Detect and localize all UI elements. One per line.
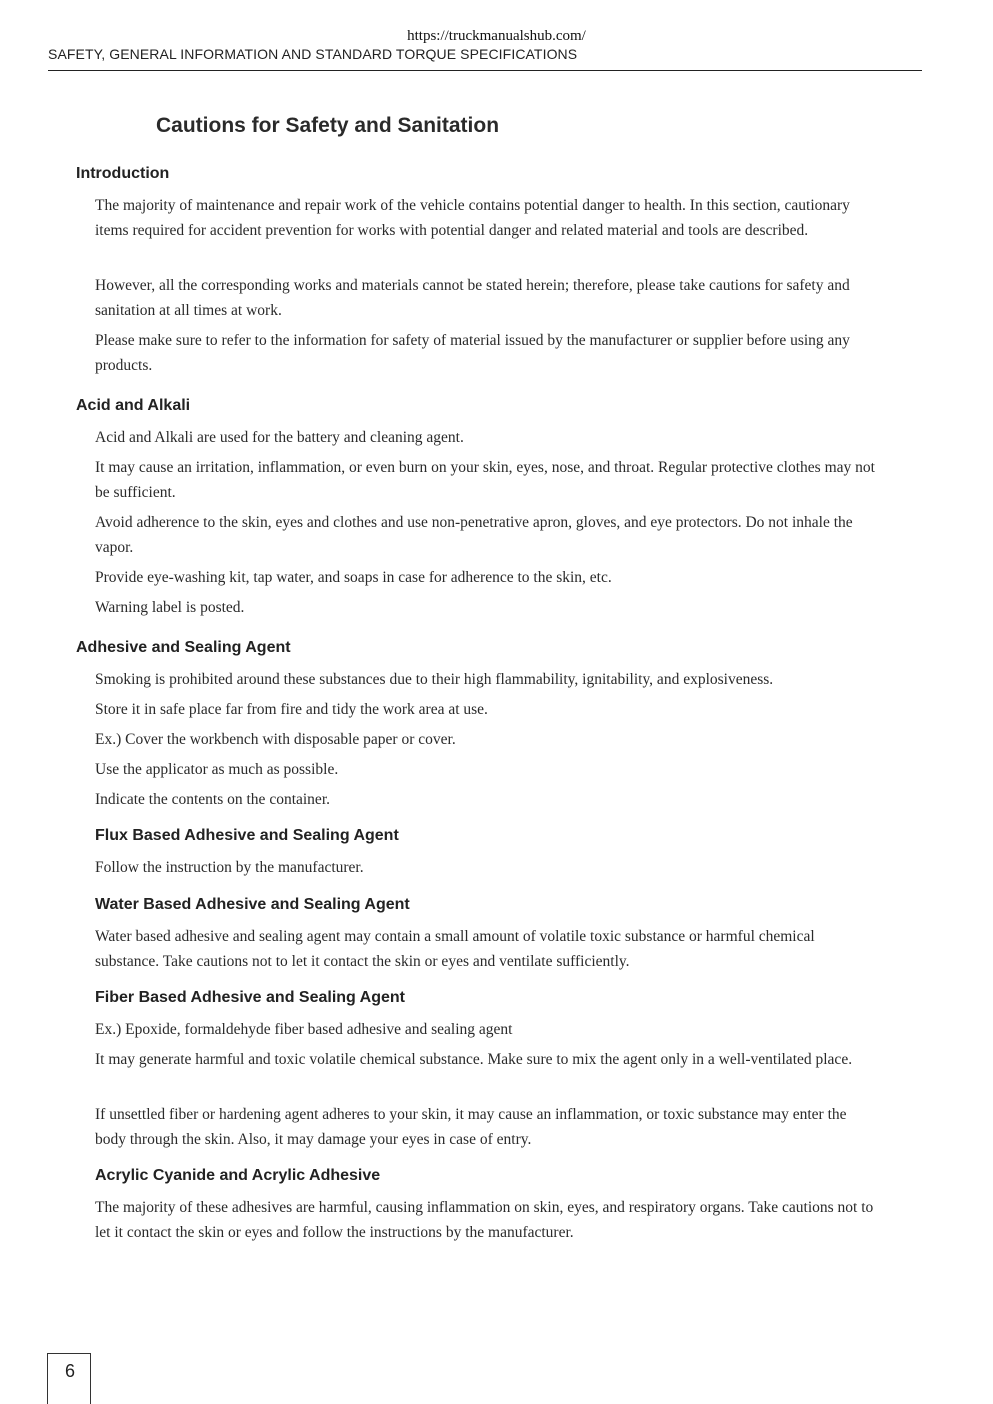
paragraph: Ex.) Cover the workbench with disposable paper or cover. bbox=[95, 731, 456, 748]
paragraph: Please make sure to refer to the information for safety of material issued by the manufacturer or supplier before using any products. bbox=[95, 332, 850, 374]
header-rule bbox=[48, 70, 922, 71]
paragraph: If unsettled fiber or hardening agent adheres to your skin, it may cause an inflammation, or toxic substance may enter the body through the skin. Also, it may damage your eyes in case of entry. bbox=[95, 1106, 847, 1148]
paragraph: Use the applicator as much as possible. bbox=[95, 761, 339, 778]
subsection-heading-acrylic: Acrylic Cyanide and Acrylic Adhesive bbox=[95, 1167, 381, 1184]
page-title: Cautions for Safety and Sanitation bbox=[156, 114, 500, 137]
source-url: https://truckmanualshub.com/ bbox=[407, 28, 586, 44]
section-heading-introduction: Introduction bbox=[76, 165, 170, 182]
paragraph: Follow the instruction by the manufacturer. bbox=[95, 859, 364, 876]
paragraph: The majority of these adhesives are harmful, causing inflammation on skin, eyes, and respiratory organs. Take cautions not to let it contact the skin or eyes and follow the instructions by the manufacturer. bbox=[95, 1199, 874, 1241]
page-number: 6 bbox=[64, 1361, 75, 1381]
subsection-heading-water: Water Based Adhesive and Sealing Agent bbox=[95, 896, 410, 913]
paragraph: Ex.) Epoxide, formaldehyde fiber based adhesive and sealing agent bbox=[95, 1021, 513, 1038]
paragraph: However, all the corresponding works and materials cannot be stated herein; therefore, please take cautions for safety and sanitation at all times at work. bbox=[95, 277, 850, 319]
paragraph: Water based adhesive and sealing agent may contain a small amount of volatile toxic substance or harmful chemical substance. Take cautions not to let it contact the skin or eyes and ventilate sufficiently. bbox=[95, 928, 815, 970]
section-heading-acid-alkali: Acid and Alkali bbox=[76, 397, 191, 414]
running-header: SAFETY, GENERAL INFORMATION AND STANDARD TORQUE SPECIFICATIONS bbox=[48, 46, 578, 62]
paragraph: Acid and Alkali are used for the battery and cleaning agent. bbox=[95, 429, 464, 446]
subsection-heading-flux: Flux Based Adhesive and Sealing Agent bbox=[95, 827, 399, 844]
page-number-box bbox=[47, 1353, 91, 1404]
paragraph: Smoking is prohibited around these substances due to their high flammability, ignitability, and explosiveness. bbox=[95, 671, 774, 688]
paragraph: The majority of maintenance and repair work of the vehicle contains potential danger to health. In this section, cautionary items required for accident prevention for works with potential danger and related material and tools are described. bbox=[95, 197, 850, 239]
section-heading-adhesive: Adhesive and Sealing Agent bbox=[76, 639, 291, 656]
paragraph: Warning label is posted. bbox=[95, 599, 245, 616]
subsection-heading-fiber: Fiber Based Adhesive and Sealing Agent bbox=[95, 989, 405, 1006]
paragraph: Store it in safe place far from fire and tidy the work area at use. bbox=[95, 701, 488, 718]
paragraph: Avoid adherence to the skin, eyes and clothes and use non-penetrative apron, gloves, and eye protectors. Do not inhale the vapor. bbox=[95, 514, 853, 556]
paragraph: Indicate the contents on the container. bbox=[95, 791, 330, 808]
paragraph: Provide eye-washing kit, tap water, and soaps in case for adherence to the skin, etc. bbox=[95, 569, 612, 586]
paragraph: It may cause an irritation, inflammation, or even burn on your skin, eyes, nose, and throat. Regular protective clothes may not be sufficient. bbox=[95, 459, 875, 501]
paragraph: It may generate harmful and toxic volatile chemical substance. Make sure to mix the agent only in a well-ventilated place. bbox=[95, 1051, 853, 1068]
